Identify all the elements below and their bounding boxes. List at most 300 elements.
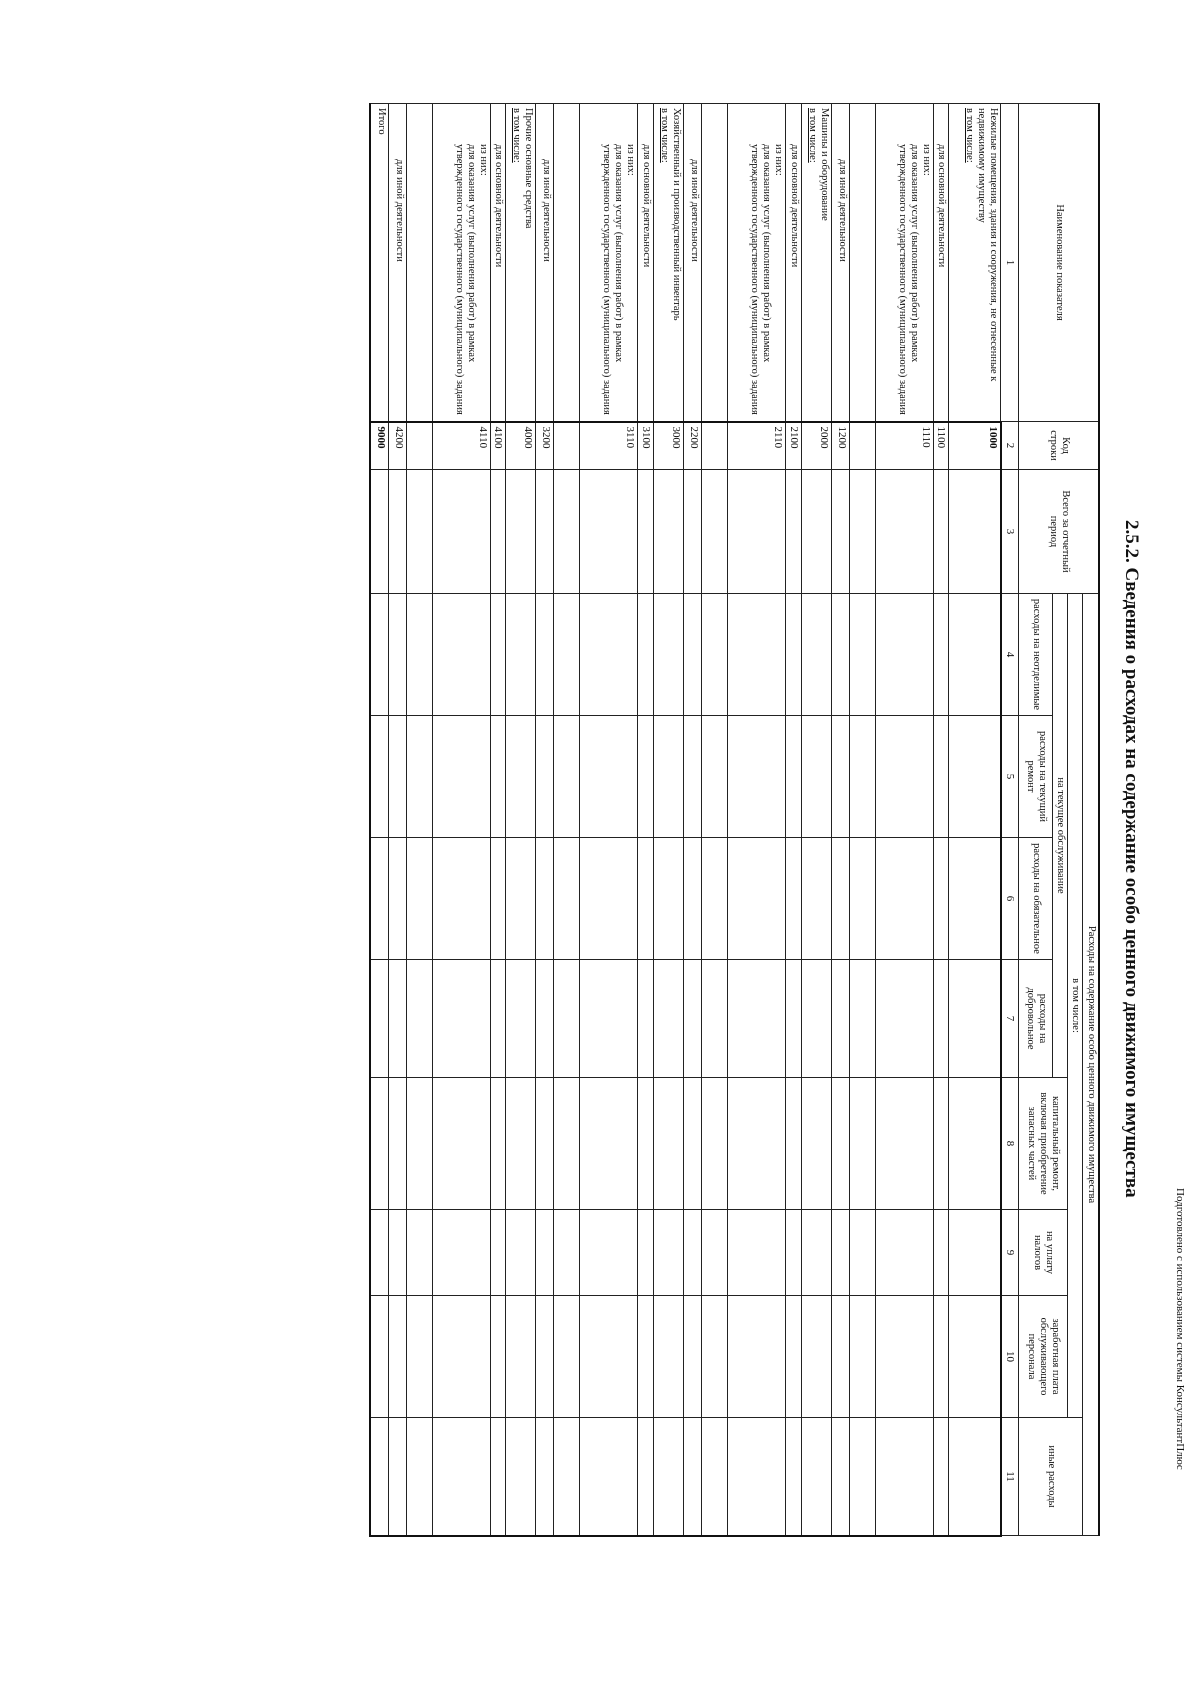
value-cell[interactable]: [506, 1296, 536, 1418]
row-code: 4100: [490, 422, 506, 470]
row-name-sub: для оказания услуг (выполнения работ) в рамках утвержденного государственного (муниципального) задания: [453, 144, 477, 415]
value-cell[interactable]: [831, 838, 849, 960]
value-cell[interactable]: [933, 470, 949, 594]
value-cell[interactable]: [432, 1078, 490, 1210]
value-cell[interactable]: [490, 594, 506, 716]
value-cell[interactable]: [875, 1418, 933, 1536]
value-cell[interactable]: [786, 1418, 802, 1536]
row-name-text: из них:: [920, 144, 932, 176]
value-cell[interactable]: [554, 1296, 580, 1418]
header-c8: капитальный ремонт, включая приобретение запасных частей: [1019, 1078, 1068, 1210]
row-name: [490, 104, 506, 422]
table-row: [654, 104, 684, 1536]
value-cell[interactable]: [728, 1296, 786, 1418]
row-name: [702, 104, 728, 422]
value-cell[interactable]: [933, 716, 949, 838]
table-row: [949, 104, 1001, 1536]
value-cell[interactable]: [406, 594, 432, 716]
row-name-sub: для оказания услуг (выполнения работ) в рамках утвержденного государственного (муниципального) задания: [748, 144, 773, 415]
value-cell[interactable]: [684, 960, 702, 1078]
value-cell[interactable]: [506, 1418, 536, 1536]
col-number: 5: [1001, 716, 1019, 838]
value-cell[interactable]: [490, 716, 506, 838]
value-cell[interactable]: [490, 838, 506, 960]
row-name-text: Прочие основные средства: [523, 108, 535, 229]
value-cell[interactable]: [654, 1078, 684, 1210]
row-name: [554, 104, 580, 422]
value-cell[interactable]: [684, 1296, 702, 1418]
value-cell[interactable]: [580, 470, 638, 594]
value-cell[interactable]: [702, 838, 728, 960]
value-cell[interactable]: [654, 838, 684, 960]
value-cell[interactable]: [786, 1210, 802, 1296]
value-cell[interactable]: [654, 1418, 684, 1536]
value-cell[interactable]: [638, 470, 654, 594]
row-name-text: для иной деятельности: [689, 159, 701, 262]
value-cell[interactable]: [506, 960, 536, 1078]
table-row: [933, 104, 949, 1536]
value-cell[interactable]: [684, 594, 702, 716]
value-cell[interactable]: [875, 594, 933, 716]
value-cell[interactable]: [933, 594, 949, 716]
value-cell[interactable]: [702, 1296, 728, 1418]
value-cell[interactable]: [536, 1078, 554, 1210]
value-cell[interactable]: [536, 1210, 554, 1296]
table-row: [388, 104, 406, 1536]
value-cell[interactable]: [370, 1210, 388, 1296]
column-number-row: [1001, 104, 1019, 1536]
row-name-text: для иной деятельности: [836, 159, 848, 262]
header-c10: заработная плата обслуживающего персонала: [1019, 1296, 1068, 1418]
value-cell[interactable]: [432, 838, 490, 960]
value-cell[interactable]: [875, 1078, 933, 1210]
value-cell[interactable]: [490, 1078, 506, 1210]
value-cell[interactable]: [490, 1210, 506, 1296]
value-cell[interactable]: [933, 1078, 949, 1210]
value-cell[interactable]: [949, 1296, 1001, 1418]
header-c9: на уплату налогов: [1019, 1210, 1068, 1296]
value-cell[interactable]: [406, 1210, 432, 1296]
value-cell[interactable]: [388, 594, 406, 716]
row-name-text: из них:: [773, 144, 785, 176]
value-cell[interactable]: [388, 1078, 406, 1210]
value-cell[interactable]: [554, 838, 580, 960]
value-cell[interactable]: [849, 594, 875, 716]
value-cell[interactable]: [875, 1210, 933, 1296]
value-cell[interactable]: [536, 1418, 554, 1536]
row-code: 3110: [580, 422, 638, 470]
value-cell[interactable]: [801, 960, 831, 1078]
value-cell[interactable]: [702, 1078, 728, 1210]
header-note: Подготовлено с использованием системы КонсультантПлюс: [1174, 1188, 1186, 1470]
row-name: [933, 104, 949, 422]
value-cell[interactable]: [406, 716, 432, 838]
value-cell[interactable]: [506, 594, 536, 716]
value-cell[interactable]: [638, 1210, 654, 1296]
row-name-text: для основной деятельности: [641, 144, 653, 268]
row-name: [654, 104, 684, 422]
value-cell[interactable]: [432, 470, 490, 594]
value-cell[interactable]: [849, 838, 875, 960]
value-cell[interactable]: [684, 1078, 702, 1210]
value-cell[interactable]: [849, 1418, 875, 1536]
header-name: Наименование показателя: [1019, 104, 1099, 422]
value-cell[interactable]: [654, 1210, 684, 1296]
row-name-text: из них:: [625, 144, 637, 176]
value-cell[interactable]: [554, 470, 580, 594]
value-cell[interactable]: [490, 470, 506, 594]
value-cell[interactable]: [506, 470, 536, 594]
value-cell[interactable]: [684, 470, 702, 594]
value-cell[interactable]: [638, 1296, 654, 1418]
row-code: 4110: [432, 422, 490, 470]
value-cell[interactable]: [875, 960, 933, 1078]
row-name-text: Нежилые помещения, здания и сооружения, не отнесенные к недвижимому имуществу: [976, 108, 1000, 382]
value-cell[interactable]: [728, 960, 786, 1078]
value-cell[interactable]: [801, 594, 831, 716]
row-code: 1200: [831, 422, 849, 470]
value-cell[interactable]: [554, 594, 580, 716]
value-cell[interactable]: [536, 960, 554, 1078]
value-cell[interactable]: [875, 716, 933, 838]
value-cell[interactable]: [580, 1296, 638, 1418]
value-cell[interactable]: [831, 716, 849, 838]
row-name: [728, 104, 786, 422]
row-name: [536, 104, 554, 422]
row-name: [638, 104, 654, 422]
value-cell[interactable]: [801, 1210, 831, 1296]
value-cell[interactable]: [654, 594, 684, 716]
value-cell[interactable]: [875, 1296, 933, 1418]
header-c7: расходы на добровольное: [1019, 960, 1053, 1078]
value-cell[interactable]: [949, 470, 1001, 594]
col-number: 1: [1001, 104, 1019, 422]
col-number: 2: [1001, 422, 1019, 470]
row-code: 1000: [949, 422, 1001, 470]
value-cell[interactable]: [875, 470, 933, 594]
row-code: 3000: [654, 422, 684, 470]
row-name: [786, 104, 802, 422]
value-cell[interactable]: [432, 1210, 490, 1296]
value-cell[interactable]: [506, 838, 536, 960]
value-cell[interactable]: [831, 1210, 849, 1296]
col-number: 11: [1001, 1418, 1019, 1536]
value-cell[interactable]: [638, 716, 654, 838]
row-code: [849, 422, 875, 470]
value-cell[interactable]: [702, 960, 728, 1078]
value-cell[interactable]: [536, 716, 554, 838]
col-number: 7: [1001, 960, 1019, 1078]
table-row: [849, 104, 875, 1536]
value-cell[interactable]: [949, 838, 1001, 960]
row-code: 2100: [786, 422, 802, 470]
value-cell[interactable]: [933, 1296, 949, 1418]
value-cell[interactable]: [506, 716, 536, 838]
value-cell[interactable]: [432, 1418, 490, 1536]
header-c6: расходы на обязательное: [1019, 838, 1053, 960]
row-code: 4000: [506, 422, 536, 470]
value-cell[interactable]: [684, 716, 702, 838]
value-cell[interactable]: [536, 1296, 554, 1418]
value-cell[interactable]: [684, 838, 702, 960]
header-code: Код строки: [1019, 422, 1099, 470]
value-cell[interactable]: [654, 716, 684, 838]
value-cell[interactable]: [849, 716, 875, 838]
value-cell[interactable]: [949, 1078, 1001, 1210]
value-cell[interactable]: [702, 716, 728, 838]
value-cell[interactable]: [580, 716, 638, 838]
value-cell[interactable]: [849, 1078, 875, 1210]
table-row: [536, 104, 554, 1536]
row-code: [406, 422, 432, 470]
col-number: 6: [1001, 838, 1019, 960]
value-cell[interactable]: [638, 1418, 654, 1536]
table-row: [638, 104, 654, 1536]
value-cell[interactable]: [786, 470, 802, 594]
value-cell[interactable]: [933, 1418, 949, 1536]
value-cell[interactable]: [684, 1210, 702, 1296]
value-cell[interactable]: [388, 838, 406, 960]
value-cell[interactable]: [406, 838, 432, 960]
row-name-sub: для оказания услуг (выполнения работ) в рамках утвержденного государственного (муниципального) задания: [896, 144, 920, 415]
value-cell[interactable]: [849, 1210, 875, 1296]
row-code: 4200: [388, 422, 406, 470]
value-cell[interactable]: [831, 1418, 849, 1536]
row-name-sub: в том числе:: [511, 108, 523, 163]
row-name: [370, 104, 388, 422]
value-cell[interactable]: [728, 1078, 786, 1210]
value-cell[interactable]: [786, 960, 802, 1078]
value-cell[interactable]: [370, 716, 388, 838]
value-cell[interactable]: [728, 1210, 786, 1296]
table-row: [786, 104, 802, 1536]
value-cell[interactable]: [490, 1296, 506, 1418]
value-cell[interactable]: [949, 1210, 1001, 1296]
value-cell[interactable]: [831, 960, 849, 1078]
value-cell[interactable]: [728, 716, 786, 838]
col-number: 3: [1001, 470, 1019, 594]
value-cell[interactable]: [638, 960, 654, 1078]
value-cell[interactable]: [432, 716, 490, 838]
value-cell[interactable]: [554, 960, 580, 1078]
value-cell[interactable]: [801, 716, 831, 838]
value-cell[interactable]: [490, 1418, 506, 1536]
value-cell[interactable]: [702, 470, 728, 594]
table-row: [801, 104, 831, 1536]
value-cell[interactable]: [949, 594, 1001, 716]
value-cell[interactable]: [684, 1418, 702, 1536]
value-cell[interactable]: [831, 1296, 849, 1418]
value-cell[interactable]: [949, 716, 1001, 838]
value-cell[interactable]: [949, 960, 1001, 1078]
value-cell[interactable]: [554, 1418, 580, 1536]
value-cell[interactable]: [801, 1078, 831, 1210]
value-cell[interactable]: [536, 838, 554, 960]
value-cell[interactable]: [536, 470, 554, 594]
row-name-text: для иной деятельности: [541, 159, 553, 262]
row-code: 3100: [638, 422, 654, 470]
row-code: 2200: [684, 422, 702, 470]
value-cell[interactable]: [580, 960, 638, 1078]
value-cell[interactable]: [406, 1418, 432, 1536]
row-name: [580, 104, 638, 422]
row-name-text: Итого: [375, 108, 387, 135]
row-name-sub: в том числе:: [806, 108, 818, 163]
value-cell[interactable]: [786, 594, 802, 716]
row-name: [432, 104, 490, 422]
value-cell[interactable]: [388, 1418, 406, 1536]
row-name-text: Хозяйственный и производственный инвентарь: [671, 108, 683, 321]
row-name-sub: в том числе:: [964, 108, 976, 163]
value-cell[interactable]: [933, 1210, 949, 1296]
value-cell[interactable]: [801, 1418, 831, 1536]
value-cell[interactable]: [536, 594, 554, 716]
value-cell[interactable]: [388, 716, 406, 838]
value-cell[interactable]: [786, 1078, 802, 1210]
value-cell[interactable]: [506, 1210, 536, 1296]
value-cell[interactable]: [580, 1210, 638, 1296]
header-c5: расходы на текущий ремонт: [1019, 716, 1053, 838]
value-cell[interactable]: [831, 594, 849, 716]
value-cell[interactable]: [580, 838, 638, 960]
value-cell[interactable]: [654, 960, 684, 1078]
table-row: [490, 104, 506, 1536]
row-name-text: Машины и оборудование: [818, 108, 830, 221]
col-number: 8: [1001, 1078, 1019, 1210]
row-code: [554, 422, 580, 470]
row-name: [849, 104, 875, 422]
header-group-incl: в том числе:: [1068, 594, 1083, 1418]
value-cell[interactable]: [702, 1210, 728, 1296]
value-cell[interactable]: [406, 1078, 432, 1210]
value-cell[interactable]: [933, 838, 949, 960]
value-cell[interactable]: [801, 838, 831, 960]
value-cell[interactable]: [786, 838, 802, 960]
table-row: [580, 104, 638, 1536]
row-name: [406, 104, 432, 422]
table-body: [370, 104, 1001, 1536]
value-cell[interactable]: [370, 838, 388, 960]
row-code: [702, 422, 728, 470]
value-cell[interactable]: [554, 1210, 580, 1296]
value-cell[interactable]: [786, 1296, 802, 1418]
row-name-text: для иной деятельности: [393, 159, 405, 262]
value-cell[interactable]: [388, 1210, 406, 1296]
value-cell[interactable]: [702, 1418, 728, 1536]
value-cell[interactable]: [801, 470, 831, 594]
value-cell[interactable]: [370, 960, 388, 1078]
value-cell[interactable]: [388, 1296, 406, 1418]
value-cell[interactable]: [702, 594, 728, 716]
value-cell[interactable]: [831, 1078, 849, 1210]
value-cell[interactable]: [949, 1418, 1001, 1536]
value-cell[interactable]: [370, 1078, 388, 1210]
header-group-main: Расходы на содержание особо ценного движимого имущества: [1083, 594, 1099, 1536]
value-cell[interactable]: [849, 1296, 875, 1418]
value-cell[interactable]: [370, 1296, 388, 1418]
header-group-current: на текущее обслуживание: [1053, 594, 1068, 1078]
row-name: [684, 104, 702, 422]
value-cell[interactable]: [638, 1078, 654, 1210]
value-cell[interactable]: [388, 470, 406, 594]
value-cell[interactable]: [728, 1418, 786, 1536]
row-name-text: для основной деятельности: [936, 144, 948, 268]
value-cell[interactable]: [554, 716, 580, 838]
value-cell[interactable]: [728, 838, 786, 960]
row-code: 1100: [933, 422, 949, 470]
value-cell[interactable]: [406, 1296, 432, 1418]
row-name: [831, 104, 849, 422]
value-cell[interactable]: [580, 1418, 638, 1536]
row-name: [801, 104, 831, 422]
table-row: [831, 104, 849, 1536]
table-row: [554, 104, 580, 1536]
row-name: [875, 104, 933, 422]
header-c11: иные расходы: [1019, 1418, 1083, 1536]
value-cell[interactable]: [849, 470, 875, 594]
value-cell[interactable]: [801, 1296, 831, 1418]
expenses-table: [369, 103, 1100, 1537]
value-cell[interactable]: [654, 1296, 684, 1418]
row-name: [949, 104, 1001, 422]
value-cell[interactable]: [728, 470, 786, 594]
value-cell[interactable]: [370, 594, 388, 716]
value-cell[interactable]: [490, 960, 506, 1078]
value-cell[interactable]: [786, 716, 802, 838]
value-cell[interactable]: [370, 1418, 388, 1536]
row-code: 3200: [536, 422, 554, 470]
value-cell[interactable]: [580, 1078, 638, 1210]
table-row: [370, 104, 388, 1536]
value-cell[interactable]: [831, 470, 849, 594]
value-cell[interactable]: [654, 470, 684, 594]
table-row: [406, 104, 432, 1536]
row-name-text: для основной деятельности: [493, 144, 505, 268]
value-cell[interactable]: [875, 838, 933, 960]
value-cell[interactable]: [933, 960, 949, 1078]
value-cell[interactable]: [406, 960, 432, 1078]
page-title: 2.5.2. Сведения о расходах на содержание особо ценного движимого имущества: [1121, 520, 1142, 1198]
table-row: [875, 104, 933, 1536]
value-cell[interactable]: [432, 1296, 490, 1418]
row-name: [506, 104, 536, 422]
value-cell[interactable]: [638, 838, 654, 960]
header-total: Всего за отчетный период: [1019, 470, 1099, 594]
value-cell[interactable]: [432, 960, 490, 1078]
row-name-sub: в том числе:: [659, 108, 671, 163]
table-row: [684, 104, 702, 1536]
value-cell[interactable]: [388, 960, 406, 1078]
table-row: [432, 104, 490, 1536]
row-code: 1110: [875, 422, 933, 470]
value-cell[interactable]: [638, 594, 654, 716]
value-cell[interactable]: [406, 470, 432, 594]
value-cell[interactable]: [506, 1078, 536, 1210]
value-cell[interactable]: [849, 960, 875, 1078]
value-cell[interactable]: [580, 594, 638, 716]
value-cell[interactable]: [554, 1078, 580, 1210]
value-cell[interactable]: [370, 470, 388, 594]
value-cell[interactable]: [432, 594, 490, 716]
col-number: 9: [1001, 1210, 1019, 1296]
value-cell[interactable]: [728, 594, 786, 716]
row-code: 9000: [370, 422, 388, 470]
row-name-text: из них:: [477, 144, 489, 176]
col-number: 10: [1001, 1296, 1019, 1418]
col-number: 4: [1001, 594, 1019, 716]
table-row: [702, 104, 728, 1536]
header-c4: расходы на неотделимые: [1019, 594, 1053, 716]
